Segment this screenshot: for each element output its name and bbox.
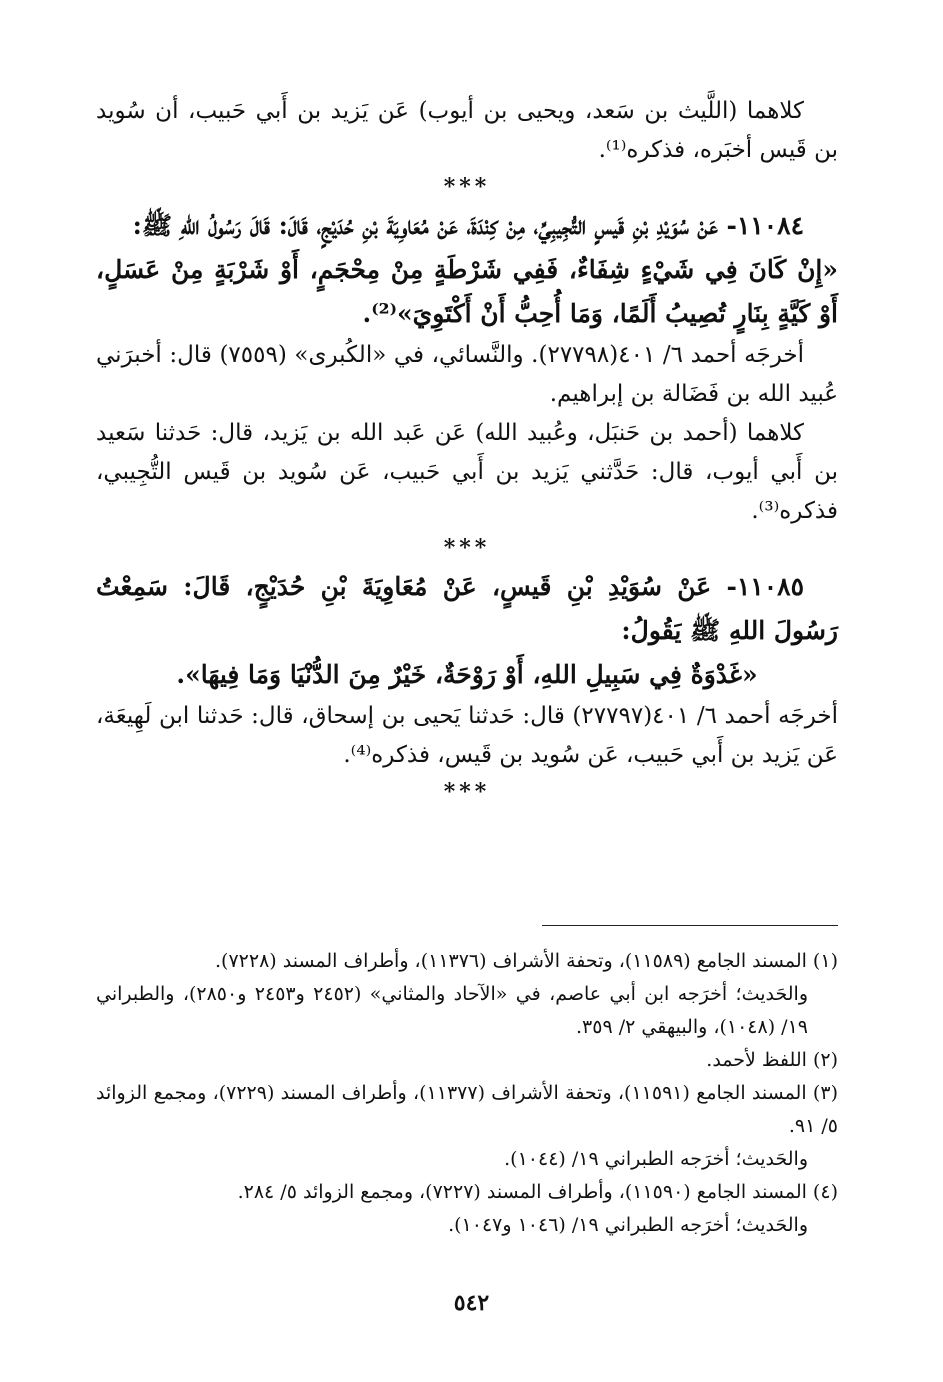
footnotes [96, 945, 838, 1242]
footnote-3: (٣) المسند الجامع (١١٥٩١)، وتحفة الأشراف (١١٣٧٧)، وأطراف المسند (٧٢٢٩)، ومجمع الزوائد ٥/ ٩١. [96, 1082, 838, 1137]
footnote-divider [542, 925, 838, 926]
hadith-11084-matn: «إِنْ كَانَ فِي شَيْءٍ شِفَاءٌ، فَفِي شَرْطَةٍ مِنْ مِحْجَمٍ، أَوْ شَرْبَةٍ مِنْ عَسَلٍ، أَوْ كَيَّةٍ بِنَارٍ تُصِيبُ أَلَمًا، وَمَا أُحِبُّ أَنْ أَكْتَوِيَ»⁽²⁾. [96, 255, 838, 328]
footnote-4: (٤) المسند الجامع (١١٥٩٠)، وأطراف المسند (٧٢٢٧)، ومجمع الزوائد ٥/ ٢٨٤. [237, 1181, 838, 1203]
footnote-3-continuation: والحَديث؛ أخرَجه الطبراني ١٩/ (١٠٤٤). [504, 1148, 808, 1170]
page-number: ٥٤٢ [453, 1290, 490, 1316]
paragraph-isnad-continuation: كلاهما (اللَّيث بن سَعد، ويحيى بن أيوب) عَن يَزيد بن أَبي حَبيب، أن سُويد بن قَيس أخبَره، فذكره⁽¹⁾. [96, 98, 838, 163]
takhrij-11084-b: كلاهما (أحمد بن حَنبَل، وعُبيد الله) عَن عَبد الله بن يَزيد، قال: حَدثنا سَعيد بن أَبي أيوب، قال: حَدَّثني يَزيد بن أَبي حَبيب، عَن سُويد بن قَيس التُّجِيبي، فذكره⁽³⁾. [96, 420, 838, 524]
hadith-11084-intro: ١١٠٨٤- عَنْ سُوَيْدِ بْنِ قَيسٍ التُّجِيبِيِّ، مِنْ كِنْدَةَ، عَنْ مُعَاوِيَةَ بْنِ حُدَيْجٍ، قَالَ: قَالَ رَسُولُ اللهِ ﷺ: [132, 211, 804, 240]
footnote-1: (١) المسند الجامع (١١٥٨٩)، وتحفة الأشراف (١١٣٧٦)، وأطراف المسند (٧٢٢٨). [215, 950, 838, 972]
hadith-11085-matn: «غَدْوَةٌ فِي سَبِيلِ اللهِ، أَوْ رَوْحَةٌ، خَيْرٌ مِنَ الدُّنْيَا وَمَا فِيهَا». [176, 660, 758, 689]
footnote-4-continuation: والحَديث؛ أخرَجه الطبراني ١٩/ (١٠٤٦ و١٠٤٧). [448, 1214, 808, 1236]
hadith-11085-intro: ١١٠٨٥- عَنْ سُوَيْدِ بْنِ قَيسٍ، عَنْ مُعَاوِيَةَ بْنِ حُدَيْجٍ، قَالَ: سَمِعْتُ رَسُولَ اللهِ ﷺ يَقُولُ: [96, 572, 838, 645]
footnote-2: (٢) اللفظ لأحمد. [706, 1049, 838, 1071]
section-separator: *** [443, 174, 491, 200]
section-separator: *** [443, 535, 491, 561]
takhrij-11085: أخرجَه أحمد ٦/ ٤٠١(٢٧٧٩٧) قال: حَدثنا يَحيى بن إسحاق، قال: حَدثنا ابن لَهِيعَة، عَن يَزيد بن أَبي حَبيب، عَن سُويد بن قَيس، فذكره⁽⁴⁾. [96, 703, 838, 768]
page-body [96, 92, 838, 809]
section-separator: *** [443, 779, 491, 805]
footnote-1-continuation: والحَديث؛ أخرَجه ابن أبي عاصم، في «الآحاد والمثاني» (٢٤٥٢ و٢٤٥٣ و٢٨٥٠)، والطبراني ١٩/ (١٠٤٨)، والبيهقي ٢/ ٣٥٩. [96, 983, 808, 1038]
takhrij-11084-a: أخرجَه أحمد ٦/ ٤٠١(٢٧٧٩٨). والنَّسائي، في «الكُبرى» (٧٥٥٩) قال: أخبرَني عُبيد الله بن فَضَالة بن إبراهيم. [96, 342, 838, 407]
